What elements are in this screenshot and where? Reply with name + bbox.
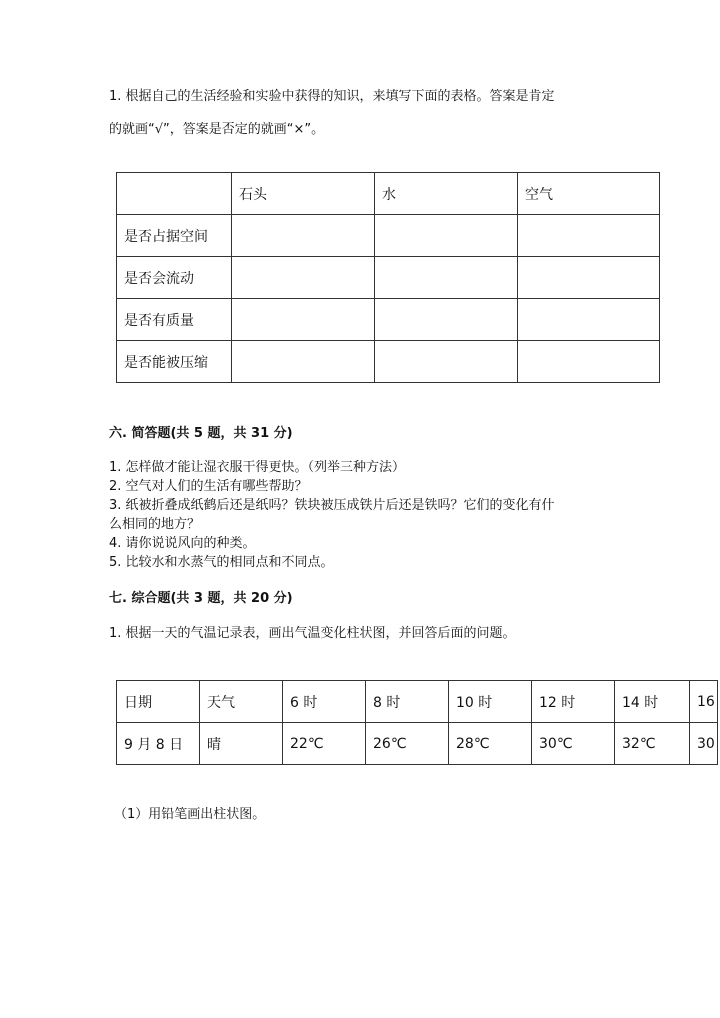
table-header-row [117, 173, 660, 215]
question-1-line-1: 1. 根据自己的生活经验和实验中获得的知识，来填写下面的表格。答案是肯定 [109, 89, 555, 104]
header-cell: 石头 [232, 173, 375, 215]
row-label: 是否能被压缩 [117, 341, 232, 383]
header-cell: 水 [375, 173, 518, 215]
answer-cell[interactable] [232, 299, 375, 341]
answer-cell[interactable] [375, 215, 518, 257]
answer-cell[interactable] [518, 299, 660, 341]
table-row [117, 723, 718, 765]
table-row [117, 341, 660, 383]
data-cell: 30 [690, 723, 718, 765]
answer-cell[interactable] [375, 299, 518, 341]
table-row [117, 215, 660, 257]
table-row [117, 299, 660, 341]
answer-cell[interactable] [518, 215, 660, 257]
sub-question-1: （1）用铅笔画出柱状图。 [114, 807, 266, 822]
section-7-question-1: 1. 根据一天的气温记录表，画出气温变化柱状图，并回答后面的问题。 [109, 626, 516, 641]
section-6-title: 六. 简答题(共 5 题，共 31 分) [109, 426, 293, 441]
table-row [117, 257, 660, 299]
header-cell: 16 [690, 681, 718, 723]
property-table [116, 172, 660, 383]
data-cell: 32℃ [615, 723, 690, 765]
answer-cell[interactable] [518, 257, 660, 299]
data-cell: 30℃ [532, 723, 615, 765]
answer-cell[interactable] [232, 257, 375, 299]
header-cell: 12 时 [532, 681, 615, 723]
row-label: 是否会流动 [117, 257, 232, 299]
data-cell: 9 月 8 日 [117, 723, 200, 765]
section-6-item: 1. 怎样做才能让湿衣服干得更快。（列举三种方法） [109, 460, 406, 475]
header-cell: 天气 [200, 681, 283, 723]
answer-cell[interactable] [232, 341, 375, 383]
section-6-item: 4. 请你说说风向的种类。 [109, 536, 256, 551]
header-cell: 10 时 [449, 681, 532, 723]
table-header-row [117, 681, 718, 723]
header-cell [117, 173, 232, 215]
row-label: 是否有质量 [117, 299, 232, 341]
header-cell: 空气 [518, 173, 660, 215]
answer-cell[interactable] [232, 215, 375, 257]
section-6-item: 么相同的地方？ [109, 517, 201, 532]
header-cell: 8 时 [366, 681, 449, 723]
data-cell: 22℃ [283, 723, 366, 765]
data-cell: 晴 [200, 723, 283, 765]
temperature-table [116, 680, 718, 765]
header-cell: 14 时 [615, 681, 690, 723]
header-cell: 6 时 [283, 681, 366, 723]
answer-cell[interactable] [375, 257, 518, 299]
section-6-item: 2. 空气对人们的生活有哪些帮助？ [109, 479, 308, 494]
question-1-line-2: 的就画“√”，答案是否定的就画“×”。 [109, 122, 325, 137]
row-label: 是否占据空间 [117, 215, 232, 257]
answer-cell[interactable] [518, 341, 660, 383]
answer-cell[interactable] [375, 341, 518, 383]
data-cell: 26℃ [366, 723, 449, 765]
header-cell: 日期 [117, 681, 200, 723]
section-6-item: 3. 纸被折叠成纸鹤后还是纸吗？铁块被压成铁片后还是铁吗？它们的变化有什 [109, 498, 555, 513]
section-6-item: 5. 比较水和水蒸气的相同点和不同点。 [109, 555, 334, 570]
data-cell: 28℃ [449, 723, 532, 765]
section-7-title: 七. 综合题(共 3 题，共 20 分) [109, 591, 293, 606]
